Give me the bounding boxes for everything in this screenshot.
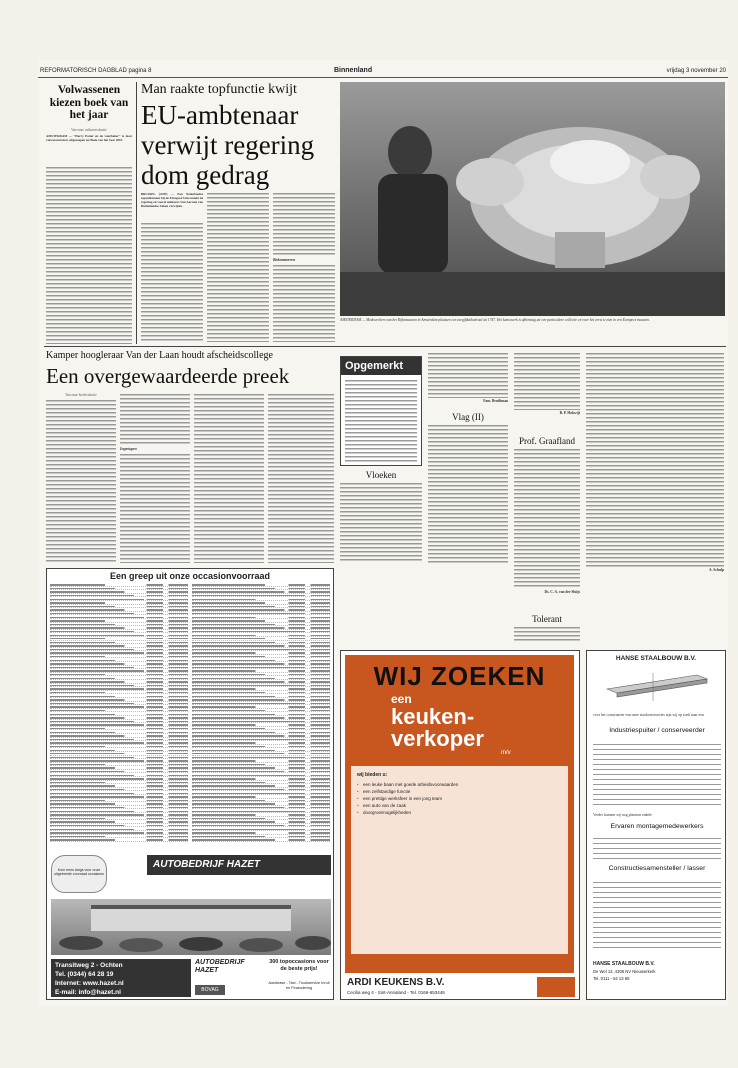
wij-zoeken-suffix: m/v (501, 750, 511, 756)
museum-photo (340, 82, 725, 316)
books-body-text (46, 166, 132, 344)
wij-zoeken-job: keuken-verkoper (391, 704, 484, 751)
car-listing-row-fill (50, 584, 188, 585)
eu-body-col3a (273, 192, 335, 256)
preek-body-col1 (46, 399, 116, 563)
car-listing-row-fill (50, 613, 188, 614)
car-listing-row-fill (50, 753, 188, 754)
car-listing-row-fill (192, 721, 330, 722)
car-listing-row-fill (50, 699, 188, 700)
car-listing-row-fill (50, 678, 188, 679)
signature-2: B. P. Hokwijt (559, 411, 580, 415)
staalbouw-ad (586, 650, 726, 1000)
car-listing-row-fill (192, 814, 330, 815)
staalbouw-job1: Industriespuiter / conserveerder (609, 727, 705, 734)
car-listing-row (50, 838, 188, 842)
signature-3: Ds. C. A. van der Sluijs (544, 590, 580, 594)
car-listing-row-fill (192, 638, 330, 639)
car-listing-row-fill (192, 778, 330, 779)
car-listing-row-fill (192, 649, 330, 650)
car-listing-row-fill (192, 609, 330, 610)
hazet-company-name: AUTOBEDRIJF HAZET (195, 959, 245, 974)
car-listing-row-fill (192, 836, 330, 837)
hazet-banner: AUTOBEDRIJF HAZET (147, 855, 331, 875)
car-listing-row-fill (192, 703, 330, 704)
car-listing-row-fill (50, 739, 188, 740)
car-listing-row-fill (192, 667, 330, 668)
car-listing-row-fill (50, 670, 188, 671)
photo-caption: AMSTERDAM — Medewerkers van het Rijksmuseum in Amsterdam plaatsen een zeegiftkathedraal uit 1747. Het kunstwerk is afkomstig uit een particuliere collectie en voor het eerst te zien in een Europees museum. (340, 318, 650, 322)
vlag-title: Vlag (II) (452, 412, 484, 422)
car-listing-row-fill (50, 789, 188, 790)
eu-body-col3b (273, 264, 335, 342)
car-listing-row-fill (192, 800, 330, 801)
car-listing-row-fill (192, 714, 330, 715)
car-listing-row-fill (192, 602, 330, 603)
car-listing-row-fill (192, 750, 330, 751)
car-listing-row-fill (192, 732, 330, 733)
wij-zoeken-item: • doorgroeimogelijkheden (357, 809, 562, 816)
staalbouw-job2: Ervaren montagemedewerkers (610, 823, 704, 830)
books-lead: AMSTERDAM — "Harry Potter en de vuurbeker" is door volwassen lezers uitgeroepen tot Boek van het Jaar 2001. (46, 134, 132, 142)
car-listing-row-fill (50, 757, 188, 758)
car-listing-row-fill (192, 635, 330, 636)
wij-zoeken-item: • een zelfstandige functie (357, 788, 562, 795)
dealership-photo (51, 899, 331, 955)
car-listing-row-fill (192, 584, 330, 585)
car-listing-row-fill (50, 775, 188, 776)
wij-zoeken-text-box (351, 766, 568, 954)
car-listing-row-fill (50, 814, 188, 815)
car-listing-row-fill (192, 807, 330, 808)
car-listing-row-fill (192, 724, 330, 725)
car-listing-row-fill (50, 807, 188, 808)
car-listing-row-fill (50, 620, 188, 621)
header-left: REFORMATORISCH DAGBLAD pagina 8 (40, 68, 152, 74)
eu-body-col2 (207, 192, 269, 342)
car-listing-row-fill (192, 663, 330, 664)
header-section: Binnenland (334, 67, 373, 74)
car-listing-row-fill (192, 728, 330, 729)
steel-beam-illustration (597, 667, 717, 707)
staalbouw-text-1 (593, 743, 721, 807)
wij-zoeken-title: WIJ ZOEKEN (373, 661, 546, 691)
car-listing-row-fill (192, 739, 330, 740)
staalbouw-job3: Constructiesamensteller / lasser (608, 865, 706, 872)
car-listing-row-fill (50, 721, 188, 722)
car-listing-row-fill (50, 771, 188, 772)
car-listing-column (192, 583, 330, 851)
car-listing-row-fill (50, 714, 188, 715)
car-listing-row-fill (192, 652, 330, 653)
car-listing-row-fill (192, 760, 330, 761)
car-listing-row-fill (192, 599, 330, 600)
car-listing-row-fill (50, 821, 188, 822)
car-listing-row-fill (50, 685, 188, 686)
car-listing-row-fill (192, 793, 330, 794)
car-listing-row-fill (50, 656, 188, 657)
car-listing-row-fill (50, 764, 188, 765)
car-listing-row-fill (50, 735, 188, 736)
section-rule (44, 346, 726, 347)
opgemerkt-box (340, 356, 422, 466)
staalbouw-intro: voor het construeren van onze staalconstructies zijn wij op zoek naar een (593, 713, 704, 717)
wij-zoeken-item: • een prettige werksfeer in een jong team (357, 795, 562, 802)
car-listing-row-fill (50, 649, 188, 650)
vloeken-text (340, 482, 422, 563)
hazet-address: Transitweg 2 - Ochten (55, 962, 123, 969)
car-listing (50, 583, 330, 851)
car-listing-row-fill (192, 746, 330, 747)
eu-headline: EU-ambtenaar verwijt regering dom gedrag (141, 100, 315, 190)
car-listing-row-fill (50, 624, 188, 625)
car-listing-row-fill (192, 696, 330, 697)
preek-subhead: Ingetogen (120, 447, 137, 451)
car-listing-row-fill (50, 778, 188, 779)
preek-kicker: Kamper hoogleraar Van der Laan houdt afscheidscollege (46, 350, 273, 361)
car-listing-row-fill (50, 724, 188, 725)
staalbouw-title: HANSE STAALBOUW B.V. (615, 655, 697, 662)
car-listing-row-fill (192, 606, 330, 607)
column-rule (136, 82, 137, 344)
car-listing-row-fill (192, 678, 330, 679)
car-listing-row-fill (50, 635, 188, 636)
eu-lead: BRUSSEL (ANP) — Een Nederlandse topambtenaar bij de Europese Unie maakt de regering en vooral ministers Van Aartsen van Buitenlandse Zaken verwijten. (141, 192, 203, 208)
car-listing-row-fill (50, 617, 188, 618)
preek-body-col3 (194, 393, 264, 563)
car-listing-row-fill (50, 599, 188, 600)
car-listing-row-fill (50, 667, 188, 668)
letter-col4-text (586, 352, 724, 568)
ardi-address: Cecilia weg 4 - Sint-Annaland - Tel. 0166-653446 (347, 990, 445, 995)
ardi-company: ARDI KEUKENS B.V. (347, 977, 445, 988)
car-listing-row-fill (50, 595, 188, 596)
car-listing-row-fill (192, 706, 330, 707)
car-listing-row-fill (50, 803, 188, 804)
hazet-tel: Tel. (0344) 64 28 19 (55, 971, 114, 978)
preek-byline: Van onze kerkredactie (65, 393, 97, 397)
car-listing-row-fill (192, 757, 330, 758)
car-listing-row-fill (192, 681, 330, 682)
car-listing-row-fill (50, 829, 188, 830)
wij-zoeken-panel (345, 655, 574, 973)
opgemerkt-title: Opgemerkt (341, 357, 421, 375)
graafland-title: Prof. Graafland (519, 436, 575, 446)
bovag-logo: BOVAG (195, 985, 225, 995)
car-listing-row-fill (192, 767, 330, 768)
car-listing-row-fill (192, 656, 330, 657)
car-listing-row-fill (50, 760, 188, 761)
car-listing-row-fill (50, 706, 188, 707)
car-listing-row-fill (192, 771, 330, 772)
car-listing-row-fill (192, 670, 330, 671)
car-listing-row-fill (50, 742, 188, 743)
car-listing-row-fill (50, 793, 188, 794)
car-listing-row-fill (192, 692, 330, 693)
tolerant-text (514, 626, 580, 642)
preek-body-col2b (120, 453, 190, 563)
car-listing-row-fill (192, 617, 330, 618)
hazet-stock: 300 topoccasions voor de beste prijs! (269, 959, 329, 972)
car-listing-row-fill (192, 660, 330, 661)
car-ad-promo: Kom eens langs voor onze uitgebreide voorraad occasions (51, 855, 107, 893)
car-listing-row-fill (192, 782, 330, 783)
car-listing-row-fill (50, 638, 188, 639)
car-listing-row-fill (192, 627, 330, 628)
car-listing-row-fill (50, 746, 188, 747)
car-listing-row-fill (50, 591, 188, 592)
tolerant-title: Tolerant (532, 614, 562, 624)
wij-zoeken-intro: wij bieden u: (357, 772, 388, 778)
car-listing-column (50, 583, 188, 851)
header-date: vrijdag 3 november 20 (666, 68, 726, 74)
car-listing-row-fill (192, 645, 330, 646)
hazet-internet: Internet: www.hazet.nl (55, 980, 124, 987)
car-listing-row-fill (50, 692, 188, 693)
car-listing-row-fill (192, 742, 330, 743)
car-listing-row-fill (192, 832, 330, 833)
preek-body-col4 (268, 393, 334, 563)
car-listing-row-fill (50, 796, 188, 797)
staalbouw-mid: Verder kunnen wij nog plaatsen enkele (593, 813, 652, 817)
car-listing-row-fill (192, 775, 330, 776)
letter-prev-text (428, 352, 508, 398)
car-listing-row-fill (50, 674, 188, 675)
car-listing-row-fill (50, 750, 188, 751)
car-listing-row-fill (50, 767, 188, 768)
car-listing-row-fill (192, 839, 330, 840)
car-ad-title: Een greep uit onze occasionvoorraad (109, 571, 271, 581)
opgemerkt-text (345, 379, 417, 463)
car-listing-row-fill (192, 735, 330, 736)
vlag-text (428, 424, 508, 563)
staalbouw-text-2 (593, 837, 721, 861)
car-listing-row-fill (192, 595, 330, 596)
car-listing-row-fill (192, 753, 330, 754)
preek-body-col2a (120, 393, 190, 445)
car-listing-row-fill (192, 764, 330, 765)
car-listing-row-fill (192, 642, 330, 643)
car-listing-row-fill (192, 821, 330, 822)
hazet-email: E-mail: info@hazet.nl (55, 989, 121, 996)
car-listing-row-fill (50, 652, 188, 653)
car-listing-row-fill (50, 645, 188, 646)
car-listing-row-fill (50, 606, 188, 607)
eu-subhead: Bekommeren (273, 258, 295, 262)
wij-zoeken-een: een (391, 692, 412, 706)
car-listing-row-fill (192, 620, 330, 621)
car-listing-row-fill (192, 685, 330, 686)
car-listing-row-fill (50, 839, 188, 840)
car-listing-row-fill (192, 624, 330, 625)
eu-body-col1 (141, 222, 203, 342)
car-listing-row-fill (50, 782, 188, 783)
car-listing-row-fill (50, 811, 188, 812)
car-listing-row-fill (50, 836, 188, 837)
car-listing-row-fill (192, 785, 330, 786)
car-listing-row-fill (50, 681, 188, 682)
car-listing-row (192, 838, 330, 842)
car-listing-row-fill (192, 829, 330, 830)
eu-kicker: Man raakte topfunctie kwijt (141, 82, 297, 97)
ardi-logo (537, 977, 575, 997)
car-listing-row-fill (192, 631, 330, 632)
car-listing-row-fill (192, 717, 330, 718)
car-listing-row-fill (50, 660, 188, 661)
wij-zoeken-item: • een leuke baan met goede arbeidsvoorwaarden (357, 781, 562, 788)
car-listing-row-fill (50, 732, 188, 733)
car-listing-row-fill (50, 710, 188, 711)
car-listing-row-fill (192, 710, 330, 711)
car-listing-row-fill (50, 703, 188, 704)
car-listing-row-fill (192, 811, 330, 812)
books-headline: Volwassenen kiezen boek van het jaar (49, 84, 129, 121)
wij-zoeken-item: • een auto van de zaak (357, 802, 562, 809)
car-listing-row-fill (192, 674, 330, 675)
staalbouw-footer-tel: Tel. 0111 - 64 13 65 (593, 976, 630, 981)
car-listing-row-fill (192, 796, 330, 797)
car-listing-row-fill (50, 642, 188, 643)
wij-zoeken-ad (340, 650, 580, 1000)
car-listing-row-fill (50, 609, 188, 610)
car-listing-row-fill (192, 825, 330, 826)
car-listing-row-fill (50, 688, 188, 689)
vloeken-title: Vloeken (365, 470, 397, 480)
car-listing-row-fill (50, 825, 188, 826)
hazet-services: Autolease - Taxi - Truckservice Inruil en Financiering (268, 981, 330, 990)
car-listing-row-fill (192, 699, 330, 700)
car-listing-row-fill (50, 832, 188, 833)
car-listing-row-fill (192, 591, 330, 592)
staalbouw-footer-name: HANSE STAALBOUW B.V. (593, 961, 655, 967)
staalbouw-footer-address: De Wel 13, 4306 NV Nieuwerkerk (593, 969, 656, 974)
car-listing-row-fill (192, 818, 330, 819)
car-listing-row-fill (50, 663, 188, 664)
car-listing-row-fill (50, 785, 188, 786)
car-listing-row-fill (50, 588, 188, 589)
car-listing-row-fill (50, 696, 188, 697)
car-ad (46, 568, 334, 1000)
car-listing-row-fill (50, 717, 188, 718)
signature-4: A. Schulp (709, 568, 724, 572)
books-byline: Van onze cultuurredactie (71, 128, 107, 132)
hazet-contact (51, 959, 191, 997)
car-listing-row-fill (50, 728, 188, 729)
page-header (38, 66, 728, 78)
car-listing-row-fill (50, 800, 188, 801)
car-listing-row-fill (192, 588, 330, 589)
car-listing-row-fill (50, 627, 188, 628)
signature-1: Fam. Bruiltman (483, 399, 508, 403)
car-listing-row-fill (192, 688, 330, 689)
staalbouw-text-3 (593, 881, 721, 951)
car-listing-row-fill (192, 789, 330, 790)
car-listing-row-fill (50, 602, 188, 603)
letter-col3-text (514, 352, 580, 410)
car-listing-row-fill (50, 631, 188, 632)
graafland-text (514, 448, 580, 588)
car-listing-row-fill (50, 818, 188, 819)
car-listing-row-fill (192, 803, 330, 804)
car-listing-row-fill (192, 613, 330, 614)
preek-headline: Een overgewaardeerde preek (46, 364, 290, 388)
